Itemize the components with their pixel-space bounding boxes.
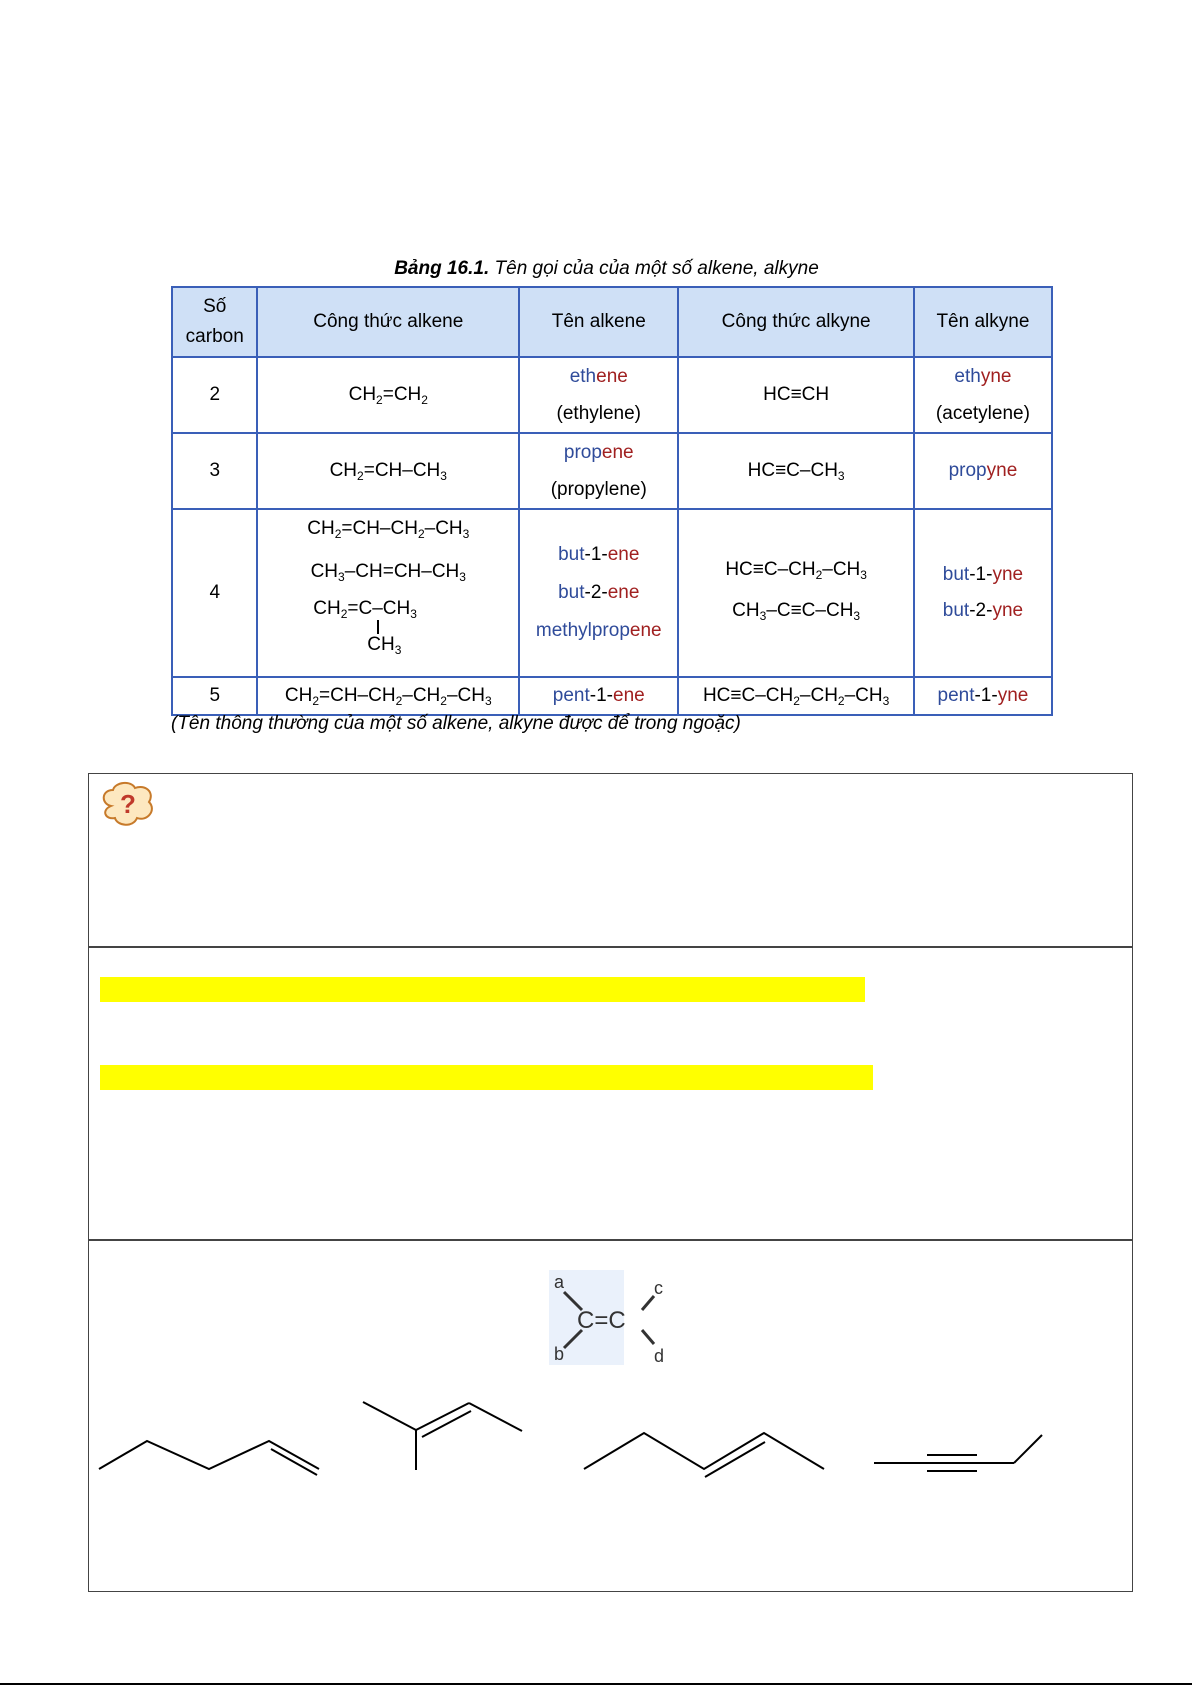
carbon-count: 4 — [172, 509, 257, 677]
alkene-formula: $CH_2=CH-CH_2-CH_2-CH_3$ — [257, 677, 519, 715]
svg-text:C=C: C=C — [577, 1307, 626, 1334]
table-caption — [0, 258, 1192, 280]
header-alkene-formula: Công thức alkene — [257, 287, 519, 357]
alkyne-name: but-1-yne but-2-yne — [914, 509, 1052, 677]
alkene-name: pent-1-ene — [519, 677, 678, 715]
svg-text:?: ? — [120, 789, 136, 819]
svg-text:b: b — [554, 1344, 565, 1364]
highlight-bar — [100, 1065, 873, 1090]
alkene-formula: $CH_2=CH_2$ — [257, 357, 519, 433]
table-note: (Tên thông thường của một số alkene, alkyne được để trong ngoặc) — [171, 713, 741, 734]
alkene-formula: $CH_2=CH-CH_2-CH_3$ $CH_3-CH=CH-CH_3$ $CH_2=C-CH_3$ $CH_3$ — [257, 509, 519, 677]
alkyne-formula: $HC\equiv C-CH_2-CH_2-CH_3$ — [678, 677, 913, 715]
alkyne-formula: HC≡CH — [678, 357, 913, 433]
alkyne-formula: $HC\equiv C-CH_3$ — [678, 433, 913, 509]
table-row — [172, 509, 1052, 677]
carbon-count: 5 — [172, 677, 257, 715]
header-alkene-name: Tên alkene — [519, 287, 678, 357]
table-row — [172, 433, 1052, 509]
structure-box — [88, 1239, 1133, 1592]
table-row — [172, 357, 1052, 433]
carbon-count: 3 — [172, 433, 257, 509]
highlight-bar — [100, 977, 865, 1002]
alkyne-name: pent-1-yne — [914, 677, 1052, 715]
svg-text:d: d — [654, 1346, 665, 1366]
header-alkyne-name: Tên alkyne — [914, 287, 1052, 357]
alkene-name: but-1-ene but-2-ene methylpropene — [519, 509, 678, 677]
alkyne-formula: $HC\equiv C-CH_2-CH_3$ $CH_3-C\equiv C-CH_3$ — [678, 509, 913, 677]
alkene-name: propene (propylene) — [519, 433, 678, 509]
alkene-name: ethene (ethylene) — [519, 357, 678, 433]
svg-text:c: c — [654, 1278, 663, 1298]
alkene-alkyne-table — [171, 286, 1053, 716]
question-box — [88, 773, 1133, 948]
svg-text:a: a — [554, 1272, 565, 1292]
alkene-formula: $CH_2=CH-CH_3$ — [257, 433, 519, 509]
alkene-diagram — [544, 1270, 684, 1370]
skeletal-structures — [89, 1385, 1129, 1505]
table-row — [172, 677, 1052, 715]
caption-number: Bảng 16.1. — [394, 258, 490, 279]
alkyne-name: ethyne (acetylene) — [914, 357, 1052, 433]
header-alkyne-formula: Công thức alkyne — [678, 287, 913, 357]
question-icon — [97, 780, 159, 830]
alkyne-name: propyne — [914, 433, 1052, 509]
caption-title: Tên gọi của của một số alkene, alkyne — [494, 258, 819, 279]
answer-box — [88, 946, 1133, 1241]
carbon-count: 2 — [172, 357, 257, 433]
header-carbon: Số carbon — [172, 287, 257, 357]
methylpropene-structure: $CH_2=C-CH_3$ $CH_3$ — [313, 598, 417, 657]
table-header-row — [172, 287, 1052, 357]
